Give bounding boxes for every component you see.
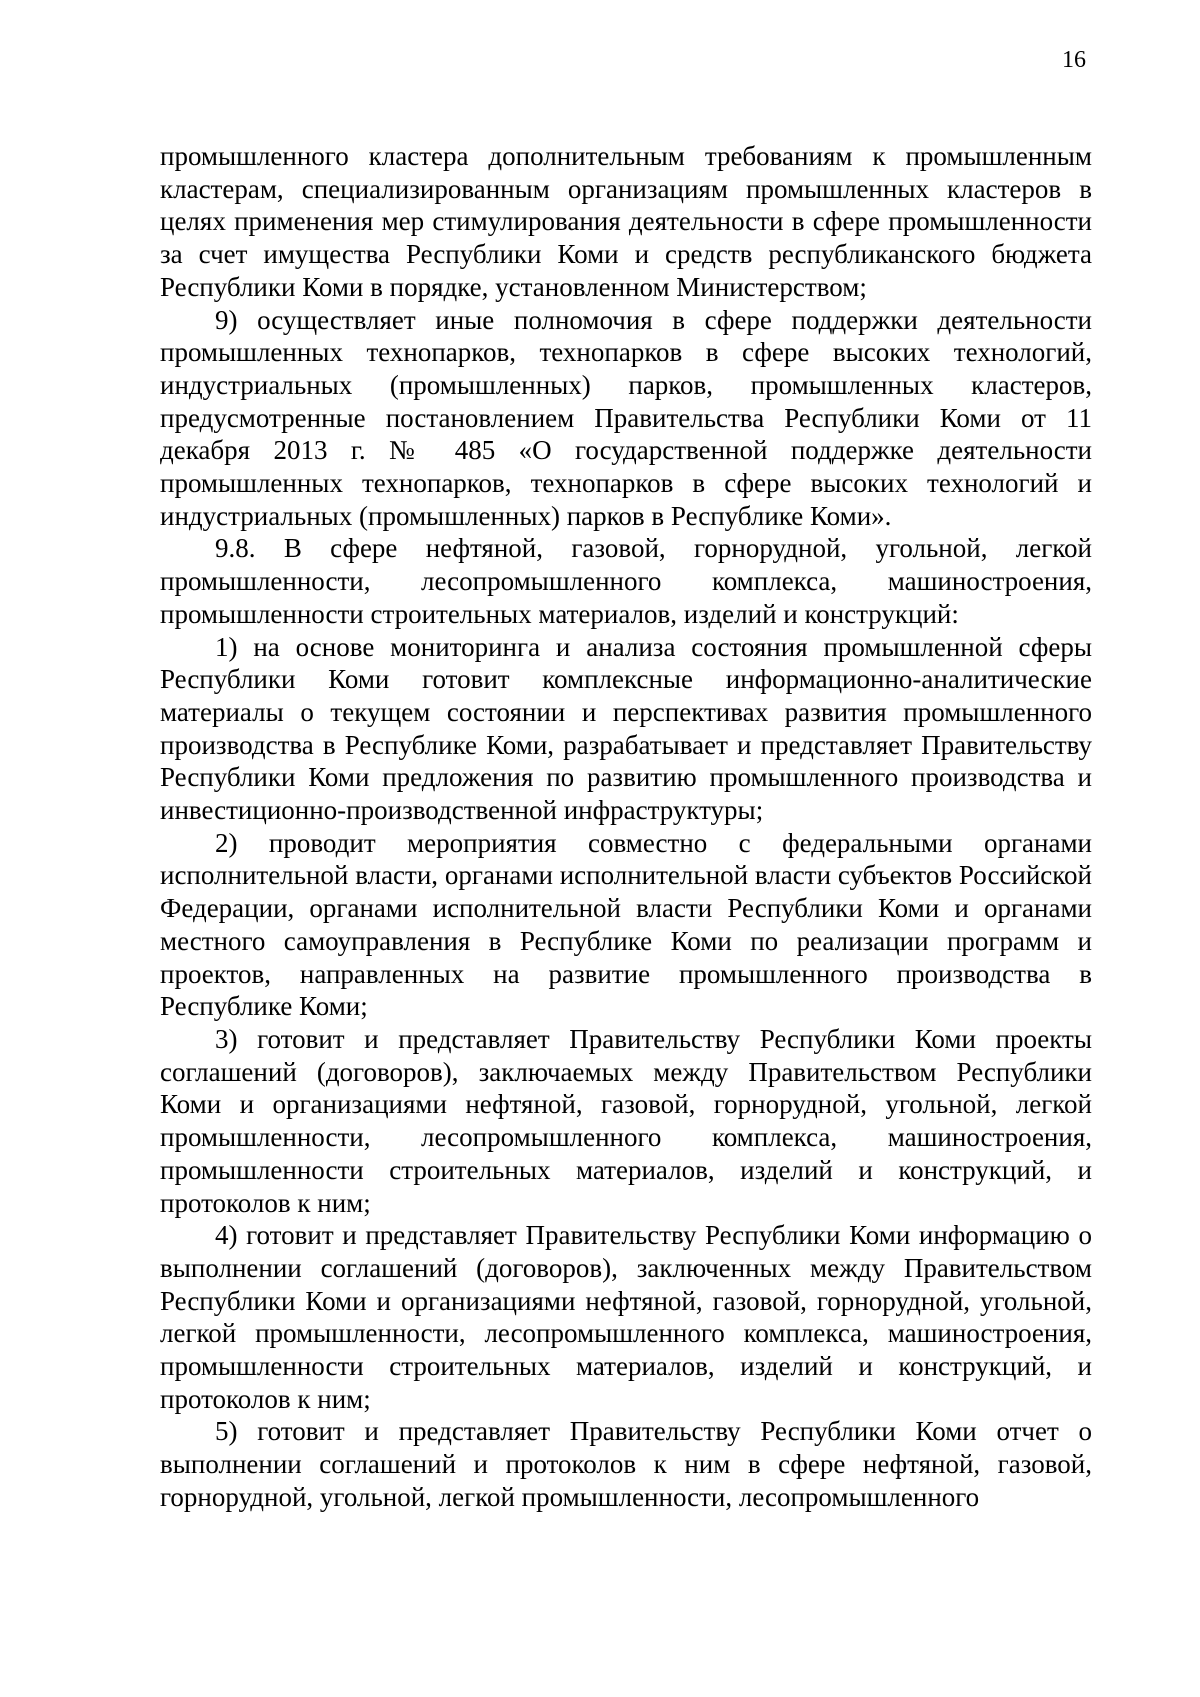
paragraph-item-1: 1) на основе мониторинга и анализа состояния промышленной сферы Республики Коми готовит комплексные информационно-аналитические материалы о текущем состоянии и перспективах развития промышленного производства в Республике Коми, разрабатывает и представляет Правительству Республики Коми предложения по развитию промышленного производства и инвестиционно-производственной инфраструктуры; [160, 631, 1092, 826]
paragraph-item-9: 9) осуществляет иные полномочия в сфере поддержки деятельности промышленных технопарков, технопарков в сфере высоких технологий, индустриальных (промышленных) парков, промышленных кластеров, предусмотренные постановлением Правительства Республики Коми от 11 декабря 2013 г. № 485 «О государственной поддержке деятельности промышленных технопарков, технопарков в сфере высоких технологий и индустриальных (промышленных) парков в Республике Коми». [160, 304, 1092, 531]
paragraph-item-2: 2) проводит мероприятия совместно с федеральными органами исполнительной власти, органами исполнительной власти субъектов Российской Федерации, органами исполнительной власти Республики Коми и органами местного самоуправления в Республике Коми по реализации программ и проектов, направленных на развитие промышленного производства в Республике Коми; [160, 827, 1092, 1022]
paragraph-item-3: 3) готовит и представляет Правительству Республики Коми проекты соглашений (договоров), заключаемых между Правительством Республики Коми и организациями нефтяной, газовой, горнорудной, угольной, легкой промышленности, лесопромышленного комплекса, машиностроения, промышленности строительных материалов, изделий и конструкций, и протоколов к ним; [160, 1023, 1092, 1218]
page-number: 16 [1062, 47, 1086, 73]
paragraph-item-4: 4) готовит и представляет Правительству Республики Коми информацию о выполнении соглашений (договоров), заключенных между Правительством Республики Коми и организациями нефтяной, газовой, горнорудной, угольной, легкой промышленности, лесопромышленного комплекса, машиностроения, промышленности строительных материалов, изделий и конструкций, и протоколов к ним; [160, 1220, 1092, 1414]
paragraph-section-9-8: 9.8. В сфере нефтяной, газовой, горнорудной, угольной, легкой промышленности, лесопромышленного комплекса, машиностроения, промышленности строительных материалов, изделий и конструкций: [160, 533, 1092, 629]
paragraph-continuation: промышленного кластера дополнительным требованиям к промышленным кластерам, специализированным организациям промышленных кластеров в целях применения мер стимулирования деятельности в сфере промышленности за счет имущества Республики Коми и средств республиканского бюджета Республики Коми в порядке, установленном Министерством; [160, 141, 1092, 302]
document-body [160, 140, 1092, 1514]
paragraph-item-5: 5) готовит и представляет Правительству Республики Коми отчет о выполнении соглашений и протоколов к ним в сфере нефтяной, газовой, горнорудной, угольной, легкой промышленности, лесопромышленного [160, 1416, 1092, 1512]
